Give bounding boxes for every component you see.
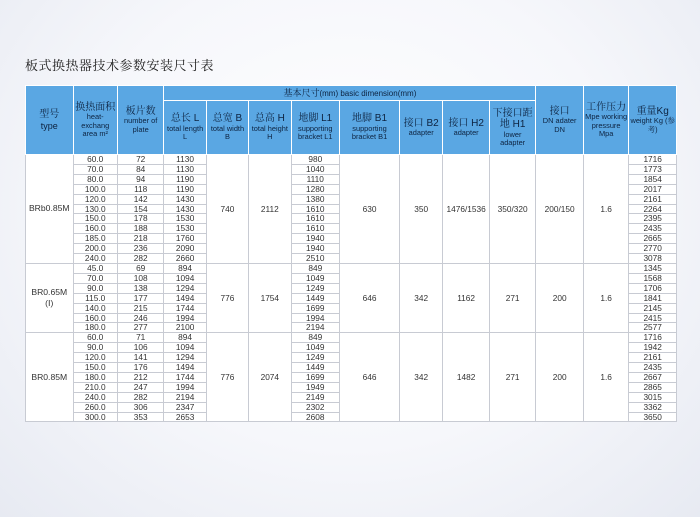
weight-cell: 2435 — [629, 224, 677, 234]
plates-cell: 247 — [117, 382, 163, 392]
length-cell: 2347 — [164, 402, 206, 412]
weight-cell: 3015 — [629, 392, 677, 402]
plates-cell: 106 — [117, 343, 163, 353]
foot-b1-cell: 630 — [340, 155, 400, 264]
plates-cell: 212 — [117, 372, 163, 382]
plates-cell: 178 — [117, 214, 163, 224]
area-cell: 60.0 — [73, 333, 117, 343]
dn-cell: 200 — [536, 263, 584, 332]
foot-l1-cell: 1249 — [291, 283, 340, 293]
port-h2-cell: 1476/1536 — [443, 155, 489, 264]
lower-port-cell: 271 — [489, 333, 536, 422]
foot-l1-cell: 1940 — [291, 244, 340, 254]
length-cell: 2653 — [164, 412, 206, 422]
group-header-basic-dimension: 基本尺寸(mm) basic dimension(mm) — [164, 86, 536, 101]
port-h2-cell: 1162 — [443, 263, 489, 332]
area-cell: 180.0 — [73, 372, 117, 382]
length-cell: 2090 — [164, 244, 206, 254]
col-header-length: 总长 L total length L — [164, 101, 206, 155]
plates-cell: 277 — [117, 323, 163, 333]
width-cell: 776 — [206, 263, 248, 332]
weight-cell: 2415 — [629, 313, 677, 323]
foot-l1-cell: 2608 — [291, 412, 340, 422]
model-name: BR0.85M — [31, 371, 68, 382]
height-cell: 2074 — [249, 333, 291, 422]
weight-cell: 2865 — [629, 382, 677, 392]
length-cell: 1494 — [164, 363, 206, 373]
length-cell: 1294 — [164, 283, 206, 293]
length-cell: 1190 — [164, 184, 206, 194]
foot-l1-cell: 2194 — [291, 323, 340, 333]
col-header-plates: 板片数 number of plate — [117, 86, 163, 155]
weight-cell: 2395 — [629, 214, 677, 224]
area-cell: 140.0 — [73, 303, 117, 313]
plates-cell: 176 — [117, 363, 163, 373]
area-cell: 210.0 — [73, 382, 117, 392]
length-cell: 1994 — [164, 313, 206, 323]
area-cell: 240.0 — [73, 254, 117, 264]
col-header-area: 换热面积 heat-exchang area m² — [73, 86, 117, 155]
foot-l1-cell: 1040 — [291, 164, 340, 174]
plates-cell: 177 — [117, 293, 163, 303]
weight-cell: 1773 — [629, 164, 677, 174]
foot-l1-cell: 1949 — [291, 382, 340, 392]
pressure-cell: 1.6 — [583, 155, 628, 264]
length-cell: 2100 — [164, 323, 206, 333]
area-cell: 160.0 — [73, 224, 117, 234]
plates-cell: 69 — [117, 263, 163, 273]
weight-cell: 2017 — [629, 184, 677, 194]
area-cell: 115.0 — [73, 293, 117, 303]
length-cell: 1530 — [164, 214, 206, 224]
area-cell: 240.0 — [73, 392, 117, 402]
foot-l1-cell: 2510 — [291, 254, 340, 264]
plates-cell: 215 — [117, 303, 163, 313]
foot-l1-cell: 849 — [291, 263, 340, 273]
model-cell — [26, 263, 74, 332]
table-row — [26, 333, 677, 343]
length-cell: 2194 — [164, 392, 206, 402]
area-cell: 160.0 — [73, 313, 117, 323]
pressure-cell: 1.6 — [583, 263, 628, 332]
plates-cell: 353 — [117, 412, 163, 422]
pressure-cell: 1.6 — [583, 333, 628, 422]
weight-cell: 2145 — [629, 303, 677, 313]
foot-l1-cell: 1699 — [291, 303, 340, 313]
plates-cell: 108 — [117, 273, 163, 283]
plates-cell: 218 — [117, 234, 163, 244]
length-cell: 1094 — [164, 273, 206, 283]
foot-l1-cell: 1994 — [291, 313, 340, 323]
col-header-model: 型号 type — [26, 86, 74, 155]
port-h2-cell: 1482 — [443, 333, 489, 422]
weight-cell: 1716 — [629, 155, 677, 165]
plates-cell: 246 — [117, 313, 163, 323]
weight-cell: 2264 — [629, 204, 677, 214]
col-header-height: 总高 H total height H — [249, 101, 291, 155]
area-cell: 80.0 — [73, 174, 117, 184]
dn-cell: 200/150 — [536, 155, 584, 264]
area-cell: 70.0 — [73, 273, 117, 283]
length-cell: 1094 — [164, 343, 206, 353]
table-row — [26, 263, 677, 273]
plates-cell: 141 — [117, 353, 163, 363]
weight-cell: 1716 — [629, 333, 677, 343]
weight-cell: 1854 — [629, 174, 677, 184]
weight-cell: 1706 — [629, 283, 677, 293]
length-cell: 894 — [164, 333, 206, 343]
foot-b1-cell: 646 — [340, 333, 400, 422]
weight-cell: 2435 — [629, 363, 677, 373]
weight-cell: 3650 — [629, 412, 677, 422]
area-cell: 180.0 — [73, 323, 117, 333]
dn-cell: 200 — [536, 333, 584, 422]
foot-l1-cell: 1610 — [291, 204, 340, 214]
plates-cell: 94 — [117, 174, 163, 184]
length-cell: 1190 — [164, 174, 206, 184]
plates-cell: 282 — [117, 254, 163, 264]
length-cell: 1430 — [164, 194, 206, 204]
length-cell: 1430 — [164, 204, 206, 214]
area-cell: 100.0 — [73, 184, 117, 194]
col-header-dn: 接口 DN adater DN — [536, 86, 584, 155]
length-cell: 1744 — [164, 372, 206, 382]
weight-cell: 3362 — [629, 402, 677, 412]
col-header-port-h2: 接口 H2 adapter — [443, 101, 489, 155]
plates-cell: 236 — [117, 244, 163, 254]
col-header-foot-l1: 地脚 L1 supporting bracket L1 — [291, 101, 340, 155]
weight-cell: 2161 — [629, 194, 677, 204]
weight-cell: 2665 — [629, 234, 677, 244]
plates-cell: 306 — [117, 402, 163, 412]
weight-cell: 3078 — [629, 254, 677, 264]
weight-cell: 2161 — [629, 353, 677, 363]
area-cell: 70.0 — [73, 164, 117, 174]
plates-cell: 282 — [117, 392, 163, 402]
foot-l1-cell: 849 — [291, 333, 340, 343]
lower-port-cell: 350/320 — [489, 155, 536, 264]
length-cell: 1530 — [164, 224, 206, 234]
area-cell: 150.0 — [73, 363, 117, 373]
lower-port-cell: 271 — [489, 263, 536, 332]
plates-cell: 154 — [117, 204, 163, 214]
port-b2-cell: 350 — [399, 155, 442, 264]
spec-table-body — [26, 155, 677, 422]
model-name: BR0.65M — [31, 286, 68, 297]
area-cell: 200.0 — [73, 244, 117, 254]
col-header-width: 总宽 B total width B — [206, 101, 248, 155]
width-cell: 776 — [206, 333, 248, 422]
length-cell: 2660 — [164, 254, 206, 264]
foot-l1-cell: 1449 — [291, 293, 340, 303]
plates-cell: 118 — [117, 184, 163, 194]
length-cell: 1994 — [164, 382, 206, 392]
col-header-lower-port: 下接口距地 H1 lower adapter — [489, 101, 536, 155]
area-cell: 150.0 — [73, 214, 117, 224]
model-cell — [26, 155, 74, 264]
foot-l1-cell: 1280 — [291, 184, 340, 194]
foot-l1-cell: 1449 — [291, 363, 340, 373]
area-cell: 120.0 — [73, 353, 117, 363]
foot-l1-cell: 1110 — [291, 174, 340, 184]
width-cell: 740 — [206, 155, 248, 264]
weight-cell: 1568 — [629, 273, 677, 283]
area-cell: 90.0 — [73, 283, 117, 293]
plates-cell: 138 — [117, 283, 163, 293]
weight-cell: 1841 — [629, 293, 677, 303]
foot-l1-cell: 1610 — [291, 224, 340, 234]
length-cell: 1760 — [164, 234, 206, 244]
weight-cell: 2577 — [629, 323, 677, 333]
col-header-weight: 重量Kg weight Kg (参考) — [629, 86, 677, 155]
col-header-pressure: 工作压力 Mpe working pressure Mpa — [583, 86, 628, 155]
foot-l1-cell: 1699 — [291, 372, 340, 382]
area-cell: 130.0 — [73, 204, 117, 214]
weight-cell: 1942 — [629, 343, 677, 353]
foot-l1-cell: 1610 — [291, 214, 340, 224]
col-header-foot-b1: 地脚 B1 supporting bracket B1 — [340, 101, 400, 155]
plates-cell: 142 — [117, 194, 163, 204]
foot-l1-cell: 2149 — [291, 392, 340, 402]
foot-l1-cell: 1049 — [291, 273, 340, 283]
length-cell: 1494 — [164, 293, 206, 303]
area-cell: 300.0 — [73, 412, 117, 422]
weight-cell: 2770 — [629, 244, 677, 254]
foot-l1-cell: 980 — [291, 155, 340, 165]
height-cell: 1754 — [249, 263, 291, 332]
model-cell — [26, 333, 74, 422]
port-b2-cell: 342 — [399, 333, 442, 422]
model-subtype: (Ⅰ) — [45, 298, 54, 309]
height-cell: 2112 — [249, 155, 291, 264]
plates-cell: 71 — [117, 333, 163, 343]
spec-table-container — [25, 85, 677, 422]
foot-b1-cell: 646 — [340, 263, 400, 332]
foot-l1-cell: 1249 — [291, 353, 340, 363]
area-cell: 90.0 — [73, 343, 117, 353]
weight-cell: 2667 — [629, 372, 677, 382]
col-header-port-b2: 接口 B2 adapter — [399, 101, 442, 155]
length-cell: 894 — [164, 263, 206, 273]
page-title: 板式换热器技术参数安装尺寸表 — [25, 59, 215, 74]
weight-cell: 1345 — [629, 263, 677, 273]
spec-table — [25, 85, 677, 422]
foot-l1-cell: 1940 — [291, 234, 340, 244]
foot-l1-cell: 2302 — [291, 402, 340, 412]
plates-cell: 188 — [117, 224, 163, 234]
length-cell: 1130 — [164, 155, 206, 165]
area-cell: 260.0 — [73, 402, 117, 412]
model-name: BRb0.85M — [28, 203, 70, 214]
foot-l1-cell: 1380 — [291, 194, 340, 204]
area-cell: 60.0 — [73, 155, 117, 165]
length-cell: 1130 — [164, 164, 206, 174]
length-cell: 1744 — [164, 303, 206, 313]
area-cell: 45.0 — [73, 263, 117, 273]
length-cell: 1294 — [164, 353, 206, 363]
area-cell: 120.0 — [73, 194, 117, 204]
area-cell: 185.0 — [73, 234, 117, 244]
plates-cell: 84 — [117, 164, 163, 174]
plates-cell: 72 — [117, 155, 163, 165]
port-b2-cell: 342 — [399, 263, 442, 332]
table-row — [26, 155, 677, 165]
foot-l1-cell: 1049 — [291, 343, 340, 353]
